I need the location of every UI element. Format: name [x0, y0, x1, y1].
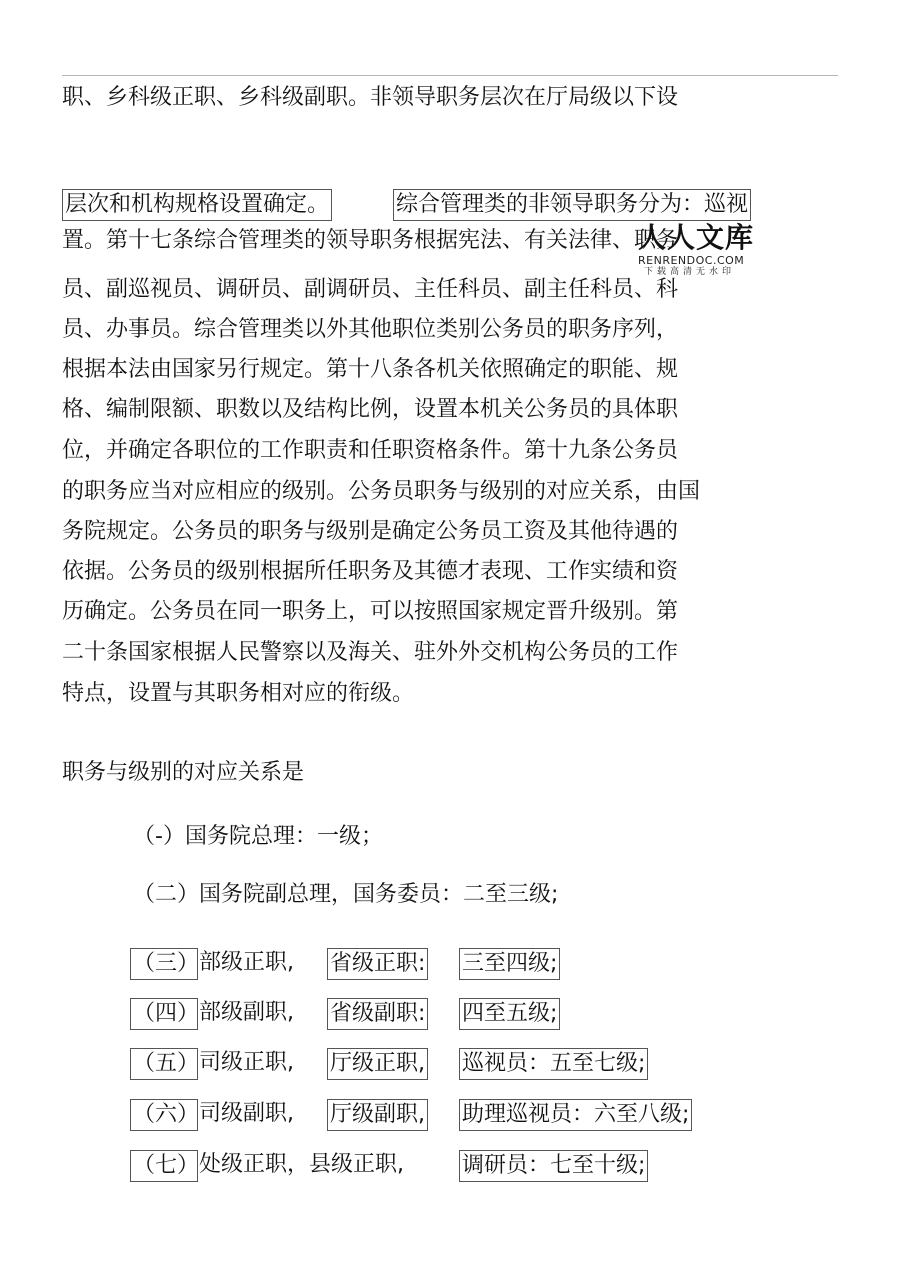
list-item-1: （-）国务院总理：一级；	[133, 824, 383, 849]
item-7-col-a: 处级正职，县级正职,	[199, 1152, 404, 1177]
body-line-8: 务院规定。公务员的职务与级别是确定公务员工资及其他待遇的	[62, 519, 679, 544]
body-line-5: 格、编制限额、职数以及结构比例，设置本机关公务员的具体职	[62, 397, 679, 422]
watermark-domain: RENRENDOC.COM	[638, 254, 745, 267]
item-3-col-a: 部级正职,	[199, 950, 294, 975]
header-text-fragment: 职、乡科级正职、乡科级副职。非领导职务层次在厅局级以下设	[62, 85, 679, 110]
boxed-text-a: 层次和机构规格设置确定。	[62, 189, 332, 221]
body-line-1: 置。第十七条综合管理类的领导职务根据宪法、有关法律、职务	[62, 228, 679, 253]
item-4-number: （四）	[130, 998, 198, 1030]
boxed-text-b: 综合管理类的非领导职务分为：巡视	[393, 189, 751, 221]
list-item-2: （二）国务院副总理，国务委员：二至三级;	[133, 882, 559, 907]
item-3-col-c: 三至四级;	[459, 948, 560, 980]
body-line-12: 特点，设置与其职务相对应的衔级。	[62, 681, 415, 706]
body-line-6: 位，并确定各职位的工作职责和任职资格条件。第十九条公务员	[62, 438, 679, 463]
body-line-2: 员、副巡视员、调研员、副调研员、主任科员、副主任科员、科	[62, 277, 679, 302]
item-4-col-c: 四至五级;	[459, 998, 560, 1030]
body-line-7: 的职务应当对应相应的级别。公务员职务与级别的对应关系，由国	[62, 479, 701, 504]
section-heading: 职务与级别的对应关系是	[62, 760, 305, 785]
body-line-9: 依据。公务员的级别根据所任职务及其德才表现、工作实绩和资	[62, 559, 679, 584]
item-7-col-c: 调研员：七至十级;	[459, 1150, 648, 1182]
item-5-col-b: 厅级正职,	[327, 1048, 428, 1080]
item-3-col-b: 省级正职:	[327, 948, 428, 980]
item-7-number: （七）	[130, 1150, 198, 1182]
watermark-tagline: 下载高清无水印	[644, 267, 736, 277]
item-6-col-b: 厅级副职,	[327, 1099, 428, 1131]
watermark-title: 人人文库	[638, 221, 755, 254]
body-line-4: 根据本法由国家另行规定。第十八条各机关依照确定的职能、规	[62, 357, 679, 382]
item-3-number: （三）	[130, 948, 198, 980]
item-6-number: （六）	[130, 1099, 198, 1131]
item-5-col-c: 巡视员：五至七级;	[459, 1048, 648, 1080]
body-line-10: 历确定。公务员在同一职务上，可以按照国家规定晋升级别。第	[62, 599, 679, 624]
body-line-3: 员、办事员。综合管理类以外其他职位类别公务员的职务序列，	[62, 317, 679, 342]
header-rule	[62, 75, 838, 76]
item-5-number: （五）	[130, 1048, 198, 1080]
item-6-col-c: 助理巡视员：六至八级;	[459, 1099, 692, 1131]
item-6-col-a: 司级副职,	[199, 1101, 294, 1126]
item-5-col-a: 司级正职,	[199, 1050, 294, 1075]
item-4-col-b: 省级副职:	[327, 998, 428, 1030]
watermark-logo	[638, 222, 768, 278]
body-line-11: 二十条国家根据人民警察以及海关、驻外外交机构公务员的工作	[62, 640, 679, 665]
item-4-col-a: 部级副职,	[199, 1000, 294, 1025]
